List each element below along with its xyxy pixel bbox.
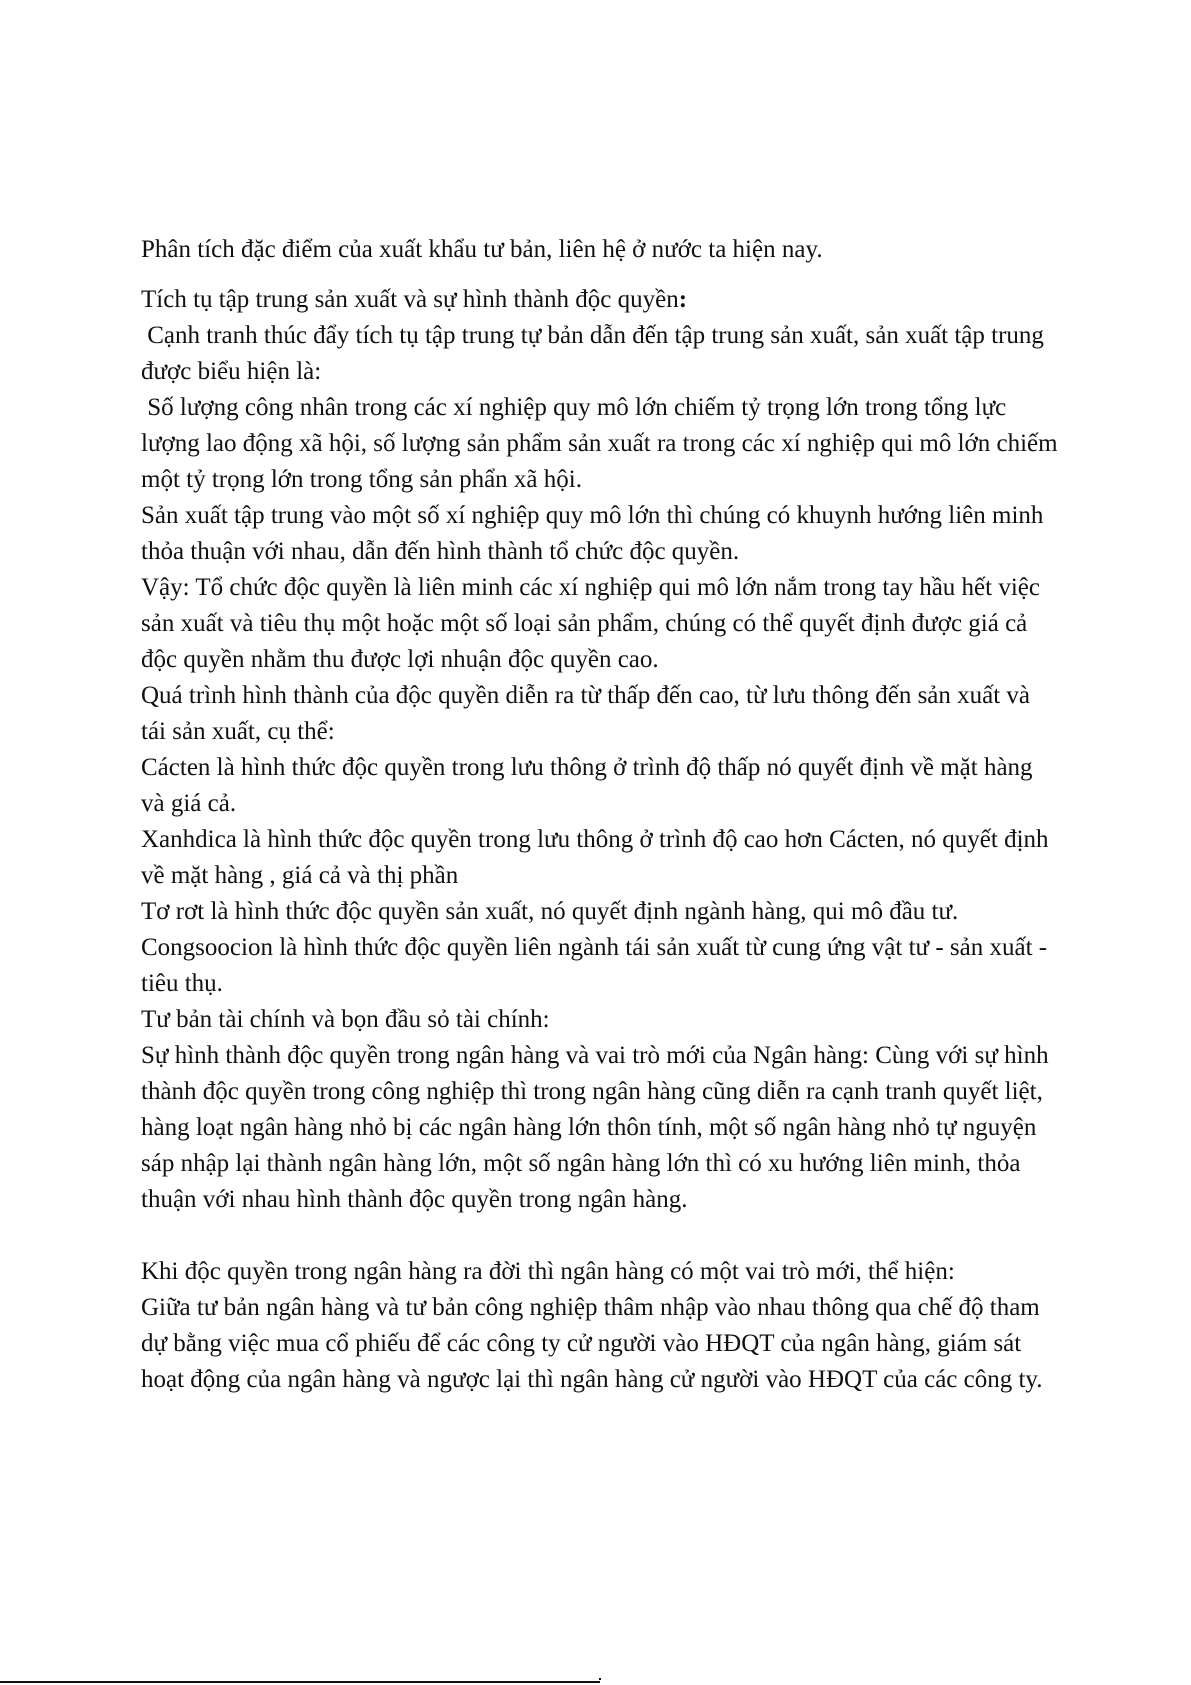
paragraph: Sự hình thành độc quyền trong ngân hàng và vai trò mới của Ngân hàng: Cùng với sự hình thành độc quyền trong công nghiệp thì trong ngân hàng cũng diễn ra cạnh tranh quyết liệt, hàng loạt ngân hàng nhỏ bị các ngân hàng lớn thôn tính, một số ngân hàng nhỏ tự nguyện sáp nhập lại thành ngân hàng lớn, một số ngân hàng lớn thì có xu hướng liên minh, thỏa thuận với nhau hình thành độc quyền trong ngân hàng. <box>141 1042 1055 1213</box>
paragraph: Xanhdica là hình thức độc quyền trong lưu thông ở trình độ cao hơn Cácten, nó quyết định về mặt hàng , giá cả và thị phần <box>141 826 1055 889</box>
paragraph: Khi độc quyền trong ngân hàng ra đời thì ngân hàng có một vai trò mới, thể hiện: <box>141 1258 955 1285</box>
paragraph-spacer <box>141 1218 1061 1254</box>
paragraph: Congsoocion là hình thức độc quyền liên ngành tái sản xuất từ cung ứng vật tư - sản xuất - tiêu thụ. <box>141 934 1054 997</box>
document-title: Phân tích đặc điểm của xuất khẩu tư bản, liên hệ ở nước ta hiện nay. <box>141 236 823 263</box>
paragraph: Tơ rơt là hình thức độc quyền sản xuất, nó quyết định ngành hàng, qui mô đầu tư. <box>141 898 959 925</box>
section-heading <box>141 282 1061 318</box>
section-heading-colon: : <box>678 286 688 313</box>
paragraph: Cạnh tranh thúc đẩy tích tụ tập trung tự bản dẫn đến tập trung sản xuất, sản xuất tập trung được biểu hiện là: <box>141 322 1051 385</box>
paragraph: Cácten là hình thức độc quyền trong lưu thông ở trình độ thấp nó quyết định về mặt hàng và giá cả. <box>141 754 1039 817</box>
subsection-heading: Tư bản tài chính và bọn đầu sỏ tài chính: <box>141 1006 550 1033</box>
document-body <box>141 232 1064 1398</box>
paragraph: Sản xuất tập trung vào một số xí nghiệp quy mô lớn thì chúng có khuynh hướng liên minh thỏa thuận với nhau, dẫn đến hình thành tổ chức độc quyền. <box>141 502 1050 565</box>
paragraph: Giữa tư bản ngân hàng và tư bản công nghiệp thâm nhập vào nhau thông qua chế độ tham dự bằng việc mua cổ phiếu để các công ty cử người vào HĐQT của ngân hàng, giám sát hoạt động của ngân hàng và ngược lại thì ngân hàng cử người vào HĐQT của các công ty. <box>141 1294 1047 1393</box>
paragraph: Quá trình hình thành của độc quyền diễn ra từ thấp đến cao, từ lưu thông đến sản xuất và tái sản xuất, cụ thể: <box>141 682 1037 745</box>
section-heading-text: Tích tụ tập trung sản xuất và sự hình thành độc quyền <box>141 286 679 313</box>
page-bottom-rule <box>0 1681 600 1683</box>
page-bottom-mark <box>599 1678 601 1680</box>
paragraph: Vậy: Tổ chức độc quyền là liên minh các xí nghiệp qui mô lớn nắm trong tay hầu hết việc sản xuất và tiêu thụ một hoặc một số loại sản phẩm, chúng có thể quyết định được giá cả độc quyền nhằm thu được lợi nhuận độc quyền cao. <box>141 574 1047 673</box>
paragraph: Số lượng công nhân trong các xí nghiệp quy mô lớn chiếm tỷ trọng lớn trong tổng lực lượng lao động xã hội, số lượng sản phẩm sản xuất ra trong các xí nghiệp qui mô lớn chiếm một tỷ trọng lớn trong tổng sản phẩn xã hội. <box>141 394 1064 493</box>
